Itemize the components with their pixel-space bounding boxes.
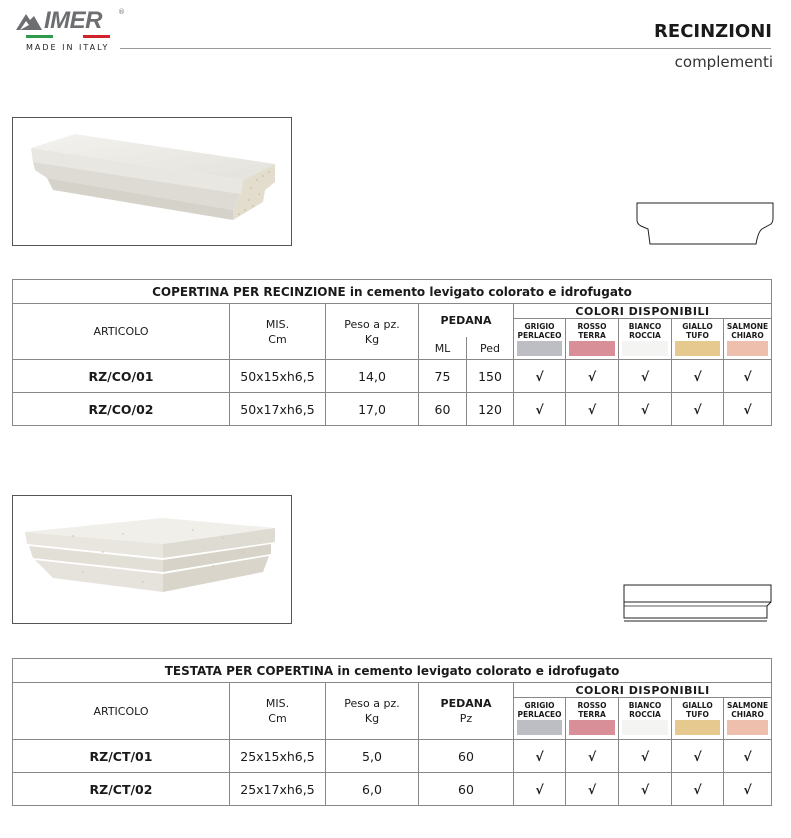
italian-flag-red-bar [83, 35, 110, 38]
check-mark: √ [724, 773, 772, 806]
cell-peso: 14,0 [326, 360, 419, 393]
check-mark: √ [514, 393, 566, 426]
table-row [13, 740, 772, 773]
col-articolo: ARTICOLO [13, 304, 230, 360]
check-mark: √ [724, 360, 772, 393]
color-grigio-perlaceo: GRIGIO PERLACEO [514, 319, 566, 360]
check-mark: √ [619, 740, 672, 773]
cell-pedana: 60 [419, 740, 514, 773]
table-row [13, 773, 772, 806]
header-rule [120, 48, 771, 49]
col-pedana: PEDANA [419, 304, 514, 338]
check-mark: √ [619, 393, 672, 426]
cell-articolo: RZ/CO/02 [13, 393, 230, 426]
color-giallo-tufo: GIALLO TUFO [672, 319, 724, 360]
copertina-photo [12, 117, 292, 246]
copertina-profile-drawing [636, 202, 774, 246]
made-in-italy: MADE IN ITALY [26, 43, 110, 52]
swatch-giallo-tufo [675, 341, 720, 356]
check-mark: √ [672, 393, 724, 426]
cell-pedana: 60 [419, 773, 514, 806]
brand-logo-text: IMER [44, 7, 102, 34]
page-title: RECINZIONI [654, 21, 772, 42]
check-mark: √ [672, 773, 724, 806]
check-mark: √ [619, 773, 672, 806]
swatch-salmone-chiaro [727, 341, 768, 356]
color-salmone-chiaro: SALMONE CHIARO [724, 319, 772, 360]
check-mark: √ [672, 360, 724, 393]
swatch-rosso-terra [569, 341, 615, 356]
check-mark: √ [724, 393, 772, 426]
cell-articolo: RZ/CT/02 [13, 773, 230, 806]
col-colori-disponibili: COLORI DISPONIBILI [514, 304, 772, 319]
cell-mis: 50x17xh6,5 [230, 393, 326, 426]
cell-peso: 17,0 [326, 393, 419, 426]
check-mark: √ [514, 773, 566, 806]
swatch-grigio-perlaceo [517, 341, 562, 356]
swatch-bianco-roccia [622, 341, 668, 356]
copertina-spec-table [12, 279, 772, 426]
testata-spec-table [12, 658, 772, 806]
cell-ped: 120 [467, 393, 514, 426]
cell-articolo: RZ/CO/01 [13, 360, 230, 393]
page-subtitle: complementi [674, 53, 773, 71]
check-mark: √ [566, 773, 619, 806]
col-ml: ML [419, 337, 467, 360]
check-mark: √ [514, 740, 566, 773]
color-rosso-terra: ROSSO TERRA [566, 319, 619, 360]
col-articolo: ARTICOLO [13, 683, 230, 740]
cell-mis: 25x17xh6,5 [230, 773, 326, 806]
table-title: COPERTINA PER RECINZIONE in cemento levigato colorato e idrofugato [13, 280, 772, 304]
check-mark: √ [566, 360, 619, 393]
cell-ml: 75 [419, 360, 467, 393]
cell-ped: 150 [467, 360, 514, 393]
swatch-giallo-tufo [675, 720, 720, 735]
table-row [13, 360, 772, 393]
col-ped: Ped [467, 337, 514, 360]
swatch-salmone-chiaro [727, 720, 768, 735]
check-mark: √ [619, 360, 672, 393]
registered-mark: ® [118, 8, 125, 16]
testata-block-image [13, 496, 291, 623]
cell-peso: 5,0 [326, 740, 419, 773]
italian-flag-green-bar [26, 35, 53, 38]
color-bianco-roccia: BIANCO ROCCIA [619, 319, 672, 360]
swatch-grigio-perlaceo [517, 720, 562, 735]
check-mark: √ [514, 360, 566, 393]
cell-mis: 25x15xh6,5 [230, 740, 326, 773]
swatch-bianco-roccia [622, 720, 668, 735]
cell-ml: 60 [419, 393, 467, 426]
table-title: TESTATA PER COPERTINA in cemento levigato colorato e idrofugato [13, 659, 772, 683]
testata-photo [12, 495, 292, 624]
check-mark: √ [672, 740, 724, 773]
table-row [13, 393, 772, 426]
col-pedana: PEDANA Pz [419, 683, 514, 740]
check-mark: √ [724, 740, 772, 773]
color-salmone-chiaro: SALMONE CHIARO [724, 698, 772, 740]
color-bianco-roccia: BIANCO ROCCIA [619, 698, 672, 740]
color-grigio-perlaceo: GRIGIO PERLACEO [514, 698, 566, 740]
testata-profile-drawing [623, 584, 773, 624]
col-mis: MIS. Cm [230, 683, 326, 740]
col-peso: Peso a pz. Kg [326, 683, 419, 740]
check-mark: √ [566, 393, 619, 426]
swatch-rosso-terra [569, 720, 615, 735]
cell-mis: 50x15xh6,5 [230, 360, 326, 393]
imer-logo-icon [14, 10, 44, 32]
check-mark: √ [566, 740, 619, 773]
col-mis: MIS. Cm [230, 304, 326, 360]
copertina-block-image [13, 118, 291, 245]
cell-peso: 6,0 [326, 773, 419, 806]
color-rosso-terra: ROSSO TERRA [566, 698, 619, 740]
cell-articolo: RZ/CT/01 [13, 740, 230, 773]
color-giallo-tufo: GIALLO TUFO [672, 698, 724, 740]
col-peso: Peso a pz. Kg [326, 304, 419, 360]
col-colori-disponibili: COLORI DISPONIBILI [514, 683, 772, 698]
